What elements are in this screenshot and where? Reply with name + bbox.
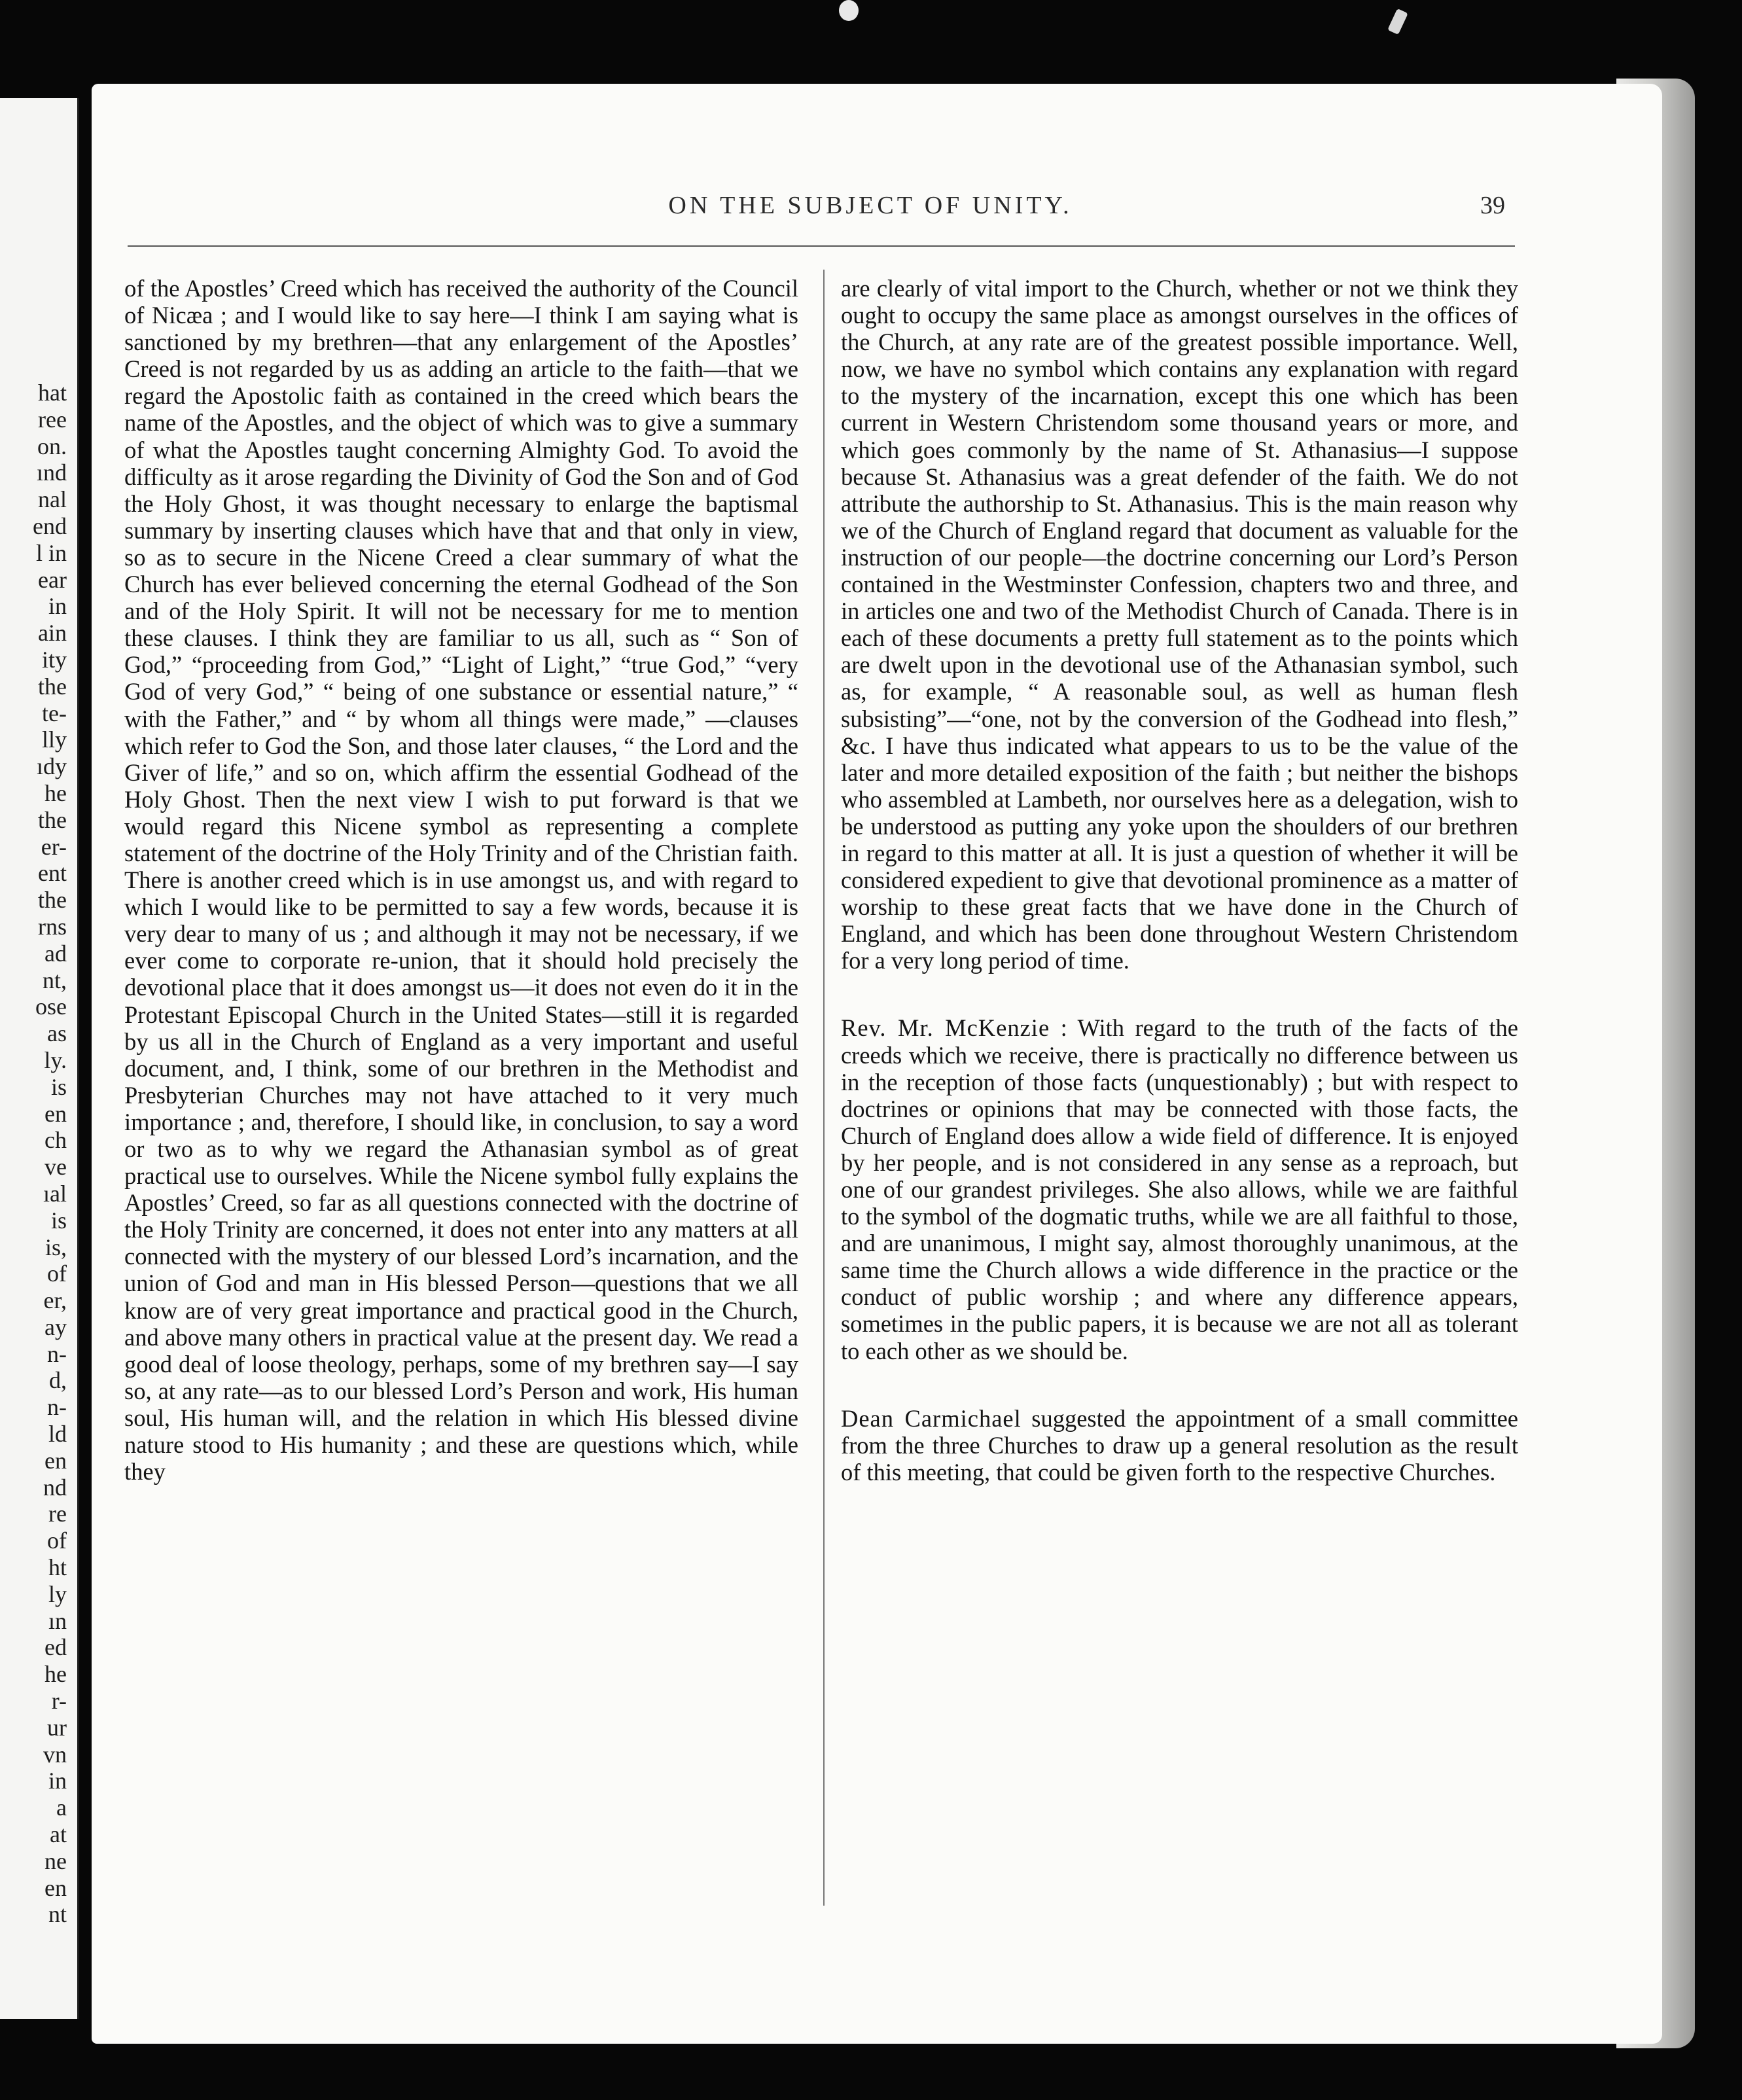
previous-page-fragment: the [38,806,67,833]
previous-page-fragment: at [50,1821,67,1848]
previous-page-fragment: ain [38,620,67,647]
previous-page-fragment: nal [38,486,67,513]
previous-page-fragment: is [50,1073,67,1100]
speaker-paragraph [841,1405,1518,1486]
speech-text: : With regard to the truth of the facts of the creeds which we receive, there is practically no difference between us in the reception of those facts (unquestionably) ; but with respect to doctrines or opinions that may be connected with those facts, the Church of England does allow a wide field of difference. It is enjoyed by her people, and is not considered in any sense as a reproach, but one of our grandest privileges. She also allows, while we are faithful to the symbol of the dogmatic truths, while we are all faithful to those, and are unanimous, I might say, almost thoroughly unanimous, at the same time the Church allows a wide difference in the practice or the conduct of public worship ; and where any difference appears, sometimes in the public papers, it is because we are not all as tolerant to each other as we should be. [841,1014,1518,1364]
right-column [841,275,1518,1486]
previous-page-fragment: ree [38,406,67,433]
speaker-name: Dean Carmichael [841,1404,1022,1432]
body-paragraph: are clearly of vital import to the Church, whether or not we think they ought to occupy the same place as amongst ourselves in the offices of the Church, at any rate are of the greatest possible importance. Well, now, we have no symbol which contains any explanation with regard to the mystery of the incarnation, except this one which has been current in Western Christendom some thousand years or more, and which goes commonly by the name of St. Athanasius—I suppose because St. Athanasius was a great defender of the faith. We do not attribute the authorship to St. Athanasius. This is the main reason why we of the Church of England regard that document as valuable for the instruction of our people—the doctrine concerning our Lord’s Person contained in the Westminster Confession, chapters two and three, and in articles one and two of the Methodist Church of Canada. There is in each of these documents a pretty full statement as to the points which are dwelt upon in the devotional use of the Athanasian symbol, such as, for example, “ A reasonable soul, as well as human flesh subsisting”—“one, not by the conversion of the Godhead into flesh,” &c. I have thus indicated what appears to us to be the value of the later and more detailed exposition of the faith ; but neither the bishops who assembled at Lambeth, nor ourselves here as a delegation, wish to be understood as putting any yoke upon the shoulders of our brethren in regard to this matter at all. It is just a question of whether it will be considered expedient to give that devotional prominence as a matter of worship to these great facts that we have done in the Church of England, and which has been done throughout Western Christendom for a very long period of time. [841,275,1518,974]
previous-page-fragment: ent [38,860,67,887]
previous-page-fragment: ay [44,1313,67,1340]
previous-page-fragment: vn [43,1741,67,1768]
previous-page-fragment: is, [44,1234,67,1260]
previous-page-fragment: a [56,1794,67,1821]
previous-page-fragment: in [48,593,67,620]
previous-page-fragment: in [48,1768,67,1794]
previous-page-fragment: on. [37,433,67,459]
previous-page-fragment: ve [44,1154,67,1181]
previous-page-fragment: er, [43,1287,67,1314]
previous-page-fragment: ın [48,1607,67,1634]
previous-page-fragment: hat [38,380,67,406]
previous-page-fragment: is [50,1207,67,1234]
previous-page-text [0,380,72,1928]
previous-page-fragment: the [38,673,67,700]
running-head: ON THE SUBJECT OF UNITY. [668,192,1073,219]
page-number: 39 [1480,192,1505,219]
speaker-name: Rev. Mr. McKenzie [841,1014,1050,1042]
previous-page-fragment: n- [47,1394,67,1421]
previous-page-edge [0,98,79,2019]
previous-page-fragment: ear [38,566,67,593]
previous-page-fragment: of [47,1260,67,1287]
previous-page-fragment: ne [44,1847,67,1874]
previous-page-fragment: ch [44,1127,67,1154]
previous-page-fragment: as [47,1020,67,1047]
previous-page-fragment: ıal [43,1180,67,1207]
previous-page-fragment: ed [44,1634,67,1661]
previous-page-fragment: the [38,887,67,914]
speaker-paragraph [841,1014,1518,1364]
previous-page-fragment: en [44,1874,67,1901]
previous-page-fragment: he [44,1661,67,1688]
left-column [124,275,798,1485]
previous-page-fragment: l in [35,539,67,566]
speech-text: suggested the appointment of a small committee from the three Churches to draw up a general resolution as the result of this meeting, that could be given forth to the respective Churches. [841,1404,1519,1486]
previous-page-fragment: ity [41,646,67,673]
previous-page-fragment: en [44,1447,67,1474]
body-paragraph: of the Apostles’ Creed which has received the authority of the Council of Nicæa ; and I would like to say here—I think I am saying what is sanctioned by my brethren—that any enlargement of the Apostles’ Creed is not regarded by us as adding an article to the faith—that we regard the Apostolic faith as contained in the creed which bears the name of the Apostles, and the object of which was to give a summary of what the Apostles taught concerning Almighty God. To avoid the difficulty as it arose regarding the Divinity of God the Son and of God the Holy Ghost, it was thought necessary to enlarge the baptismal summary by inserting clauses which have that and that only in view, so as to secure in the Nicene Creed a clear summary of what the Church has ever believed concerning the eternal Godhead of the Son and of the Holy Spirit. It will not be necessary for me to mention these clauses. I think they are familiar to us all, such as “ Son of God,” “proceeding from God,” “Light of Light,” “true God,” “very God of very God,” “ being of one substance or essential nature,” “ with the Father,” and “ by whom all things were made,” —clauses which refer to God the Son, and those later clauses, “ the Lord and the Giver of life,” and so on, which affirm the essential Godhead of the Holy Ghost. Then the next view I wish to put forward is that we would regard this Nicene symbol as representing a complete statement of the doctrine of the Holy Trinity and of the Christian faith. There is another creed which is in use amongst us, and with regard to which I would like to be permitted to say a few words, because it is very dear to many of us ; and although it may not be necessary, if we ever come to corporate re-union, that it should hold precisely the devotional place that it does amongst us—it does not even do it in the Protestant Episcopal Church in the United States—still it is regarded by us all in the Church of England as a very important and useful document, and, I think, some of our brethren in the Methodist and Presbyterian Churches may not have attached to it very much importance ; and, therefore, I should like, in conclusion, to say a word or two as to why we regard the Athanasian symbol as of great practical use to ourselves. While the Nicene symbol fully explains the Apostles’ Creed, so far as all questions connected with the doctrine of the Holy Trinity are concerned, it does not enter into any matters at all connected with the mystery of our blessed Lord’s incarnation, and the union of God and man in His blessed Person—questions that we all know are of very great importance and practical good in the Church, and above many others in practical value at the present day. We read a good deal of loose theology, perhaps, some of my brethren say—I say so, at any rate—as to our blessed Lord’s Person and work, His human soul, His human will, and the relation in which His blessed divine nature stood to His humanity ; and these are questions which, while they [124,275,798,1486]
previous-page-fragment: nt, [42,967,67,993]
previous-page-fragment: ınd [36,459,67,486]
previous-page-fragment: ose [35,993,67,1020]
previous-page-fragment: ıdy [36,753,67,780]
previous-page-fragment: ad [44,940,67,967]
paragraph-gap [841,1364,1518,1405]
previous-page-fragment: rns [38,913,67,940]
previous-page-fragment: nd [43,1474,67,1501]
previous-page-fragment: end [33,512,67,539]
header-rule [128,245,1515,247]
previous-page-fragment: lly [41,726,67,753]
previous-page-fragment: ly [48,1580,67,1607]
column-divider [823,270,825,1906]
scan-mark [1387,9,1408,35]
previous-page-fragment: of [47,1527,67,1554]
previous-page-fragment: ur [47,1714,67,1741]
previous-page-fragment: en [44,1100,67,1127]
previous-page-fragment: ly. [44,1046,67,1073]
previous-page-fragment: r- [51,1688,67,1715]
paragraph-gap [841,974,1518,1014]
previous-page-fragment: ld [48,1421,67,1448]
previous-page-fragment: d, [49,1367,67,1394]
previous-page-fragment: he [44,779,67,806]
previous-page-fragment: ht [48,1554,67,1581]
scan-mark [839,0,859,21]
previous-page-fragment: re [48,1501,67,1527]
previous-page-fragment: te- [42,700,67,726]
previous-page-fragment: nt [48,1901,67,1928]
previous-page-fragment: er- [41,833,67,860]
previous-page-fragment: n- [47,1340,67,1367]
